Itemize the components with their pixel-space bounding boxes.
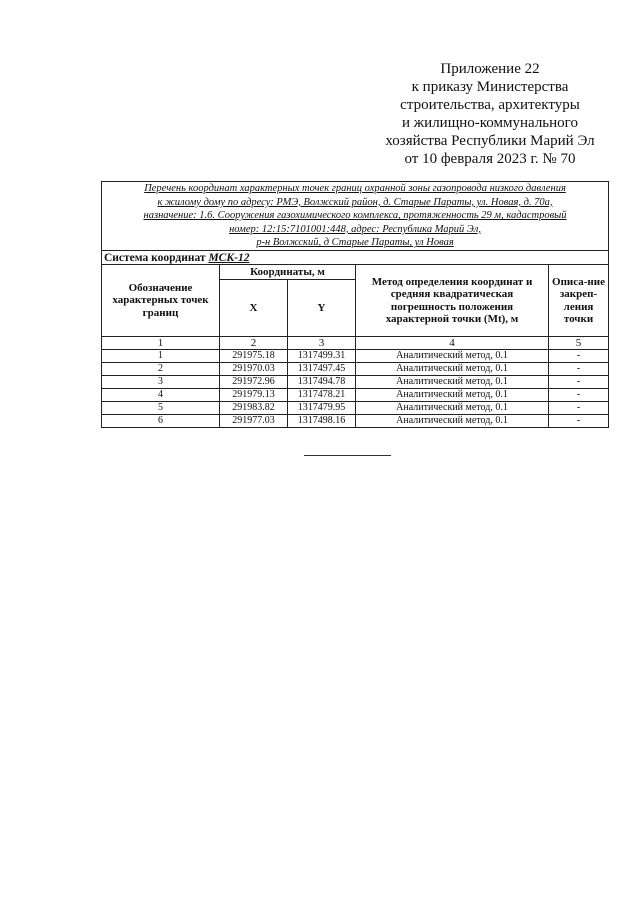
header-designation: Обозначение характерных точек границ — [102, 265, 220, 337]
coordinate-system-label: Система координат — [104, 251, 206, 264]
method-cell: Аналитический метод, 0.1 — [356, 350, 549, 363]
point-cell: 3 — [102, 376, 220, 389]
table-row — [102, 415, 609, 428]
table-title-line: Перечень координат характерных точек границ охранной зоны газопровода низкого давления — [144, 183, 566, 195]
table-row — [102, 389, 609, 402]
point-cell: 4 — [102, 389, 220, 402]
table-title-line: назначение: 1.6. Сооружения газохимического комплекса, протяженность 29 м, кадастровый — [143, 210, 567, 222]
appendix-header — [360, 60, 620, 168]
description-cell: - — [549, 415, 609, 428]
description-cell: - — [549, 350, 609, 363]
column-number: 4 — [356, 337, 549, 350]
description-cell: - — [549, 363, 609, 376]
appendix-line: к приказу Министерства — [411, 79, 569, 95]
header-x: X — [220, 280, 288, 337]
method-cell: Аналитический метод, 0.1 — [356, 402, 549, 415]
table-row — [102, 376, 609, 389]
method-cell: Аналитический метод, 0.1 — [356, 363, 549, 376]
column-number: 1 — [102, 337, 220, 350]
table-row — [102, 402, 609, 415]
column-number: 3 — [288, 337, 356, 350]
description-cell: - — [549, 376, 609, 389]
appendix-line: и жилищно-коммунального — [402, 115, 578, 131]
appendix-line: строительства, архитектуры — [400, 97, 580, 113]
x-cell: 291983.82 — [220, 402, 288, 415]
y-cell: 1317498.16 — [288, 415, 356, 428]
appendix-line: Приложение 22 — [440, 61, 540, 77]
y-cell: 1317478.21 — [288, 389, 356, 402]
column-number: 5 — [549, 337, 609, 350]
column-number: 2 — [220, 337, 288, 350]
x-cell: 291975.18 — [220, 350, 288, 363]
x-cell: 291972.96 — [220, 376, 288, 389]
coordinate-system-value: МСК-12 — [208, 251, 250, 264]
point-cell: 5 — [102, 402, 220, 415]
column-number-row — [102, 337, 609, 350]
y-cell: 1317497.45 — [288, 363, 356, 376]
header-coordinates: Координаты, м — [220, 265, 356, 280]
x-cell: 291979.13 — [220, 389, 288, 402]
method-cell: Аналитический метод, 0.1 — [356, 376, 549, 389]
appendix-line: от 10 февраля 2023 г. № 70 — [404, 151, 576, 167]
y-cell: 1317479.95 — [288, 402, 356, 415]
header-y: Y — [288, 280, 356, 337]
point-cell: 1 — [102, 350, 220, 363]
end-divider — [304, 455, 391, 456]
point-cell: 2 — [102, 363, 220, 376]
appendix-line: хозяйства Республики Марий Эл — [385, 133, 595, 149]
coordinate-system — [102, 251, 609, 265]
header-description: Описа-ние закреп-ления точки — [549, 265, 609, 337]
description-cell: - — [549, 389, 609, 402]
coordinates-table — [101, 181, 609, 428]
header-method: Метод определения координат и средняя квадратическая погрешность положения характерной точки (Mt), м — [356, 265, 549, 337]
y-cell: 1317494.78 — [288, 376, 356, 389]
method-cell: Аналитический метод, 0.1 — [356, 415, 549, 428]
point-cell: 6 — [102, 415, 220, 428]
table-title — [102, 182, 609, 251]
table-row — [102, 363, 609, 376]
x-cell: 291977.03 — [220, 415, 288, 428]
table-title-line: номер: 12:15:7101001:448, адрес: Республика Марий Эл, — [229, 223, 481, 235]
table-title-line: р-н Волжский, д Старые Параты, ул Новая — [256, 237, 454, 249]
y-cell: 1317499.31 — [288, 350, 356, 363]
table-row — [102, 350, 609, 363]
x-cell: 291970.03 — [220, 363, 288, 376]
table-title-line: к жилому дому по адресу: РМЭ, Волжский район, д. Старые Параты, ул. Новая, д. 70а, — [157, 196, 553, 208]
description-cell: - — [549, 402, 609, 415]
method-cell: Аналитический метод, 0.1 — [356, 389, 549, 402]
